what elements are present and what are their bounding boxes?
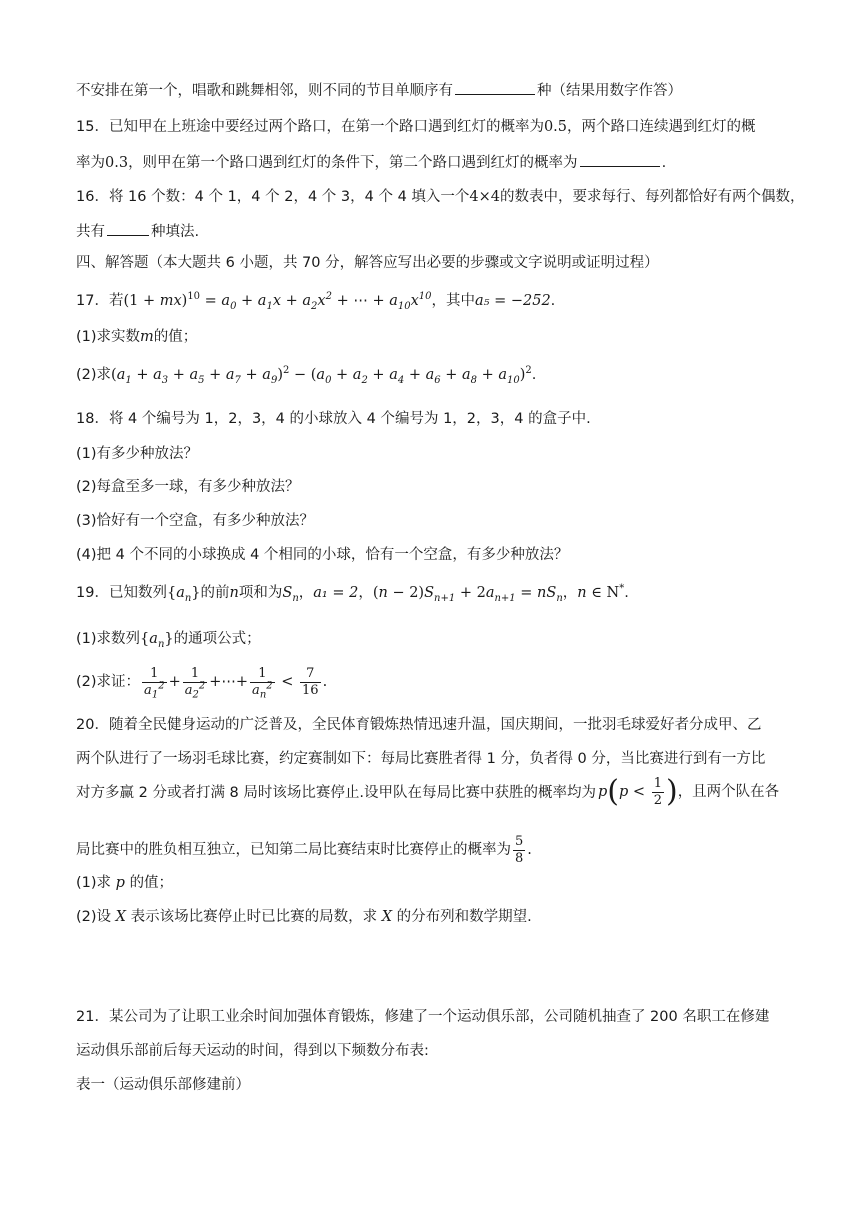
q20-part1-text: (1)求 <box>76 875 112 891</box>
q19-part1 <box>76 628 820 650</box>
q19-recurrence: $(n - 2)S_{n+1} + 2a_{n+1} = nS_n$ <box>372 585 563 604</box>
q19-part2-text: (2)求证： <box>76 674 141 690</box>
q20-var-p: p <box>619 784 629 800</box>
q14-text-end: 种（结果用数字作答） <box>537 83 682 99</box>
q19-text: ， <box>358 585 373 601</box>
q17-end: . <box>550 293 556 309</box>
q19-text: 的前 <box>200 585 230 601</box>
q19-domain: n ∈ N* <box>577 583 625 601</box>
q21-line1: 21．某公司为了让职工业余时间加强体育锻炼，修建了一个运动俱乐部，公司随机抽查了 200 名职工在修建 <box>76 1009 770 1025</box>
paren-open: ( <box>607 774 620 809</box>
q17-part2-end: . <box>531 367 537 383</box>
q20-var-p: p <box>111 875 130 891</box>
q19-part1-text: (1)求数列 <box>76 631 141 647</box>
answer-blank <box>455 78 535 95</box>
q20-text: 局比赛中的胜负相互独立，已知第二局比赛结束时比赛停止的概率为 <box>76 842 511 858</box>
q18-part1: (1)有多少种放法？ <box>76 446 199 462</box>
q19-seq: $\{a_n\}$ <box>140 631 174 650</box>
q17-var-m: m <box>140 329 154 345</box>
fraction: $\frac{1}{a_1^2}$ <box>144 665 165 701</box>
q17-part1 <box>76 326 820 348</box>
q19-end: . <box>624 585 629 601</box>
q18-part3: (3)恰好有一个空盒，有多少种放法？ <box>76 513 315 529</box>
q15-line2 <box>76 150 820 174</box>
q17-part2 <box>76 364 820 386</box>
q19-stem <box>76 582 820 604</box>
q15-end: . <box>661 155 667 171</box>
q19-n: n <box>229 585 239 601</box>
q17-part1-text: (1)求实数 <box>76 329 141 345</box>
q20-var-X: X <box>111 909 131 925</box>
q20-line3: 对方多赢 2 分或者打满 8 局时该场比赛停止.设甲队在每局比赛中获胜的概率均为 <box>76 785 596 801</box>
q20-part2-text: (2)设 <box>76 909 112 925</box>
q20-condition: p(p < $\frac{1}{2}$ )，且两个队在各 <box>598 774 780 809</box>
q16-grid: 4×4 <box>469 189 501 205</box>
q19-part2: (2)求证： $\frac{1}{a_1^2}$ + $\frac{1}{a_2^2}$ +⋯+ $\frac{1}{a_n^2}$ < $\frac{7}{16}$ . <box>76 665 328 701</box>
q18-part2: (2)每盒至多一球，有多少种放法？ <box>76 479 300 495</box>
q16-line2 <box>76 219 820 243</box>
q20-text: ，且两个队在各 <box>677 784 780 800</box>
q19-Sn: $S_n$ <box>282 585 299 604</box>
answer-blank <box>580 150 660 167</box>
q16-text: 种填法. <box>151 224 200 240</box>
q17-part1-end: 的值； <box>153 329 198 345</box>
q20-part2-end: 的分布列和数学期望. <box>396 909 532 925</box>
q20-line1: 20．随着全民健身运动的广泛普及，全民体育锻炼热情迅速升温，国庆期间，一批羽毛球爱好者分成甲、乙 <box>76 717 762 733</box>
q16-line1 <box>76 186 820 208</box>
q19-text: ， <box>562 585 578 601</box>
q20-part2-text: 表示该场比赛停止时已比赛的局数，求 <box>130 909 378 925</box>
q14-tail <box>76 78 820 102</box>
paren-close: ) <box>665 774 678 809</box>
q17-stem <box>76 290 820 312</box>
q19-text: ， <box>298 585 314 601</box>
q18-part4: (4)把 4 个不同的小球换成 4 个相同的小球，恰有一个空盒，有多少种放法？ <box>76 547 569 563</box>
q16-text: 共有 <box>76 224 105 240</box>
q17-part2-text: (2)求 <box>76 367 112 383</box>
q20-part1-end: 的值； <box>129 875 174 891</box>
q18-stem: 18．将 4 个编号为 1，2，3，4 的小球放入 4 个编号为 1，2，3，4 的盒子中. <box>76 411 591 427</box>
q17-expansion: $(1 + mx)^{10} = a_0 + a_1x + a_2x^2$ + ⋯ + $a_{10}x^{10}$ <box>123 291 432 312</box>
q21-table-caption: 表一（运动俱乐部修建前） <box>76 1077 250 1093</box>
q20-part2 <box>76 906 820 928</box>
section-heading: 四、解答题（本大题共 6 小题，共 70 分，解答应写出必要的步骤或文字说明或证明过程） <box>76 255 659 271</box>
q20-line4: 局比赛中的胜负相互独立，已知第二局比赛结束时比赛停止的概率为 $\frac{5}{8}$ . <box>76 833 532 866</box>
q20-var-p: p <box>598 784 608 800</box>
fraction: $\frac{1}{a_n^2}$ <box>252 665 273 701</box>
q19-text: 项和为 <box>238 585 283 601</box>
q19-text: 19．已知数列 <box>76 585 167 601</box>
q15-text: 15．已知甲在上班途中要经过两个路口，在第一个路口遇到红灯的概率为 <box>76 119 544 135</box>
q16-text: 的数表中，要求每行、每列都恰好有两个偶数， <box>500 189 805 205</box>
q15-value: 0.5 <box>543 119 568 135</box>
q16-text: 16．将 16 个数：4 个 1，4 个 2，4 个 3，4 个 4 填入一个 <box>76 189 470 205</box>
q15-text: 率为 <box>76 155 105 171</box>
q19-a1: a₁ = 2 <box>313 585 359 601</box>
q15-text: ，则甲在第一个路口遇到红灯的条件下，第二个路口遇到红灯的概率为 <box>128 155 578 171</box>
q15-value: 0.3 <box>105 155 129 171</box>
answer-blank <box>107 219 149 236</box>
q20-part1 <box>76 872 820 894</box>
fraction: $\frac{1}{a_2^2}$ <box>184 665 206 701</box>
fraction-7-16: $\frac{7}{16}$ <box>302 665 319 698</box>
fraction-1-2: $\frac{1}{2}$ <box>653 775 662 808</box>
q14-text: 不安排在第一个，唱歌和跳舞相邻，则不同的节目单顺序有 <box>76 83 453 99</box>
q17-text: 17．若 <box>76 293 124 309</box>
q19-seq: $\{a_n\}$ <box>166 585 201 604</box>
q17-text: ，其中 <box>431 293 476 309</box>
q15-line1 <box>76 116 820 138</box>
q21-line2: 运动俱乐部前后每天运动的时间，得到以下频数分布表: <box>76 1043 429 1059</box>
q20-var-X: X <box>377 909 397 925</box>
fraction-5-8: $\frac{5}{8}$ <box>515 833 524 866</box>
q15-text: ，两个路口连续遇到红灯的概 <box>567 119 756 135</box>
q20-line2: 两个队进行了一场羽毛球比赛，约定赛制如下：每局比赛胜者得 1 分，负者得 0 分，当比赛进行到有一方比 <box>76 751 766 767</box>
q17-a5: a₅ = −252 <box>475 293 551 309</box>
q19-part1-end: 的通项公式； <box>173 631 261 647</box>
q17-expression: $(a_1 + a_3 + a_5 + a_7 + a_9)^2 - (a_0 + a_2 + a_4 + a_6 + a_8 + a_{10})^2$ <box>111 365 532 386</box>
